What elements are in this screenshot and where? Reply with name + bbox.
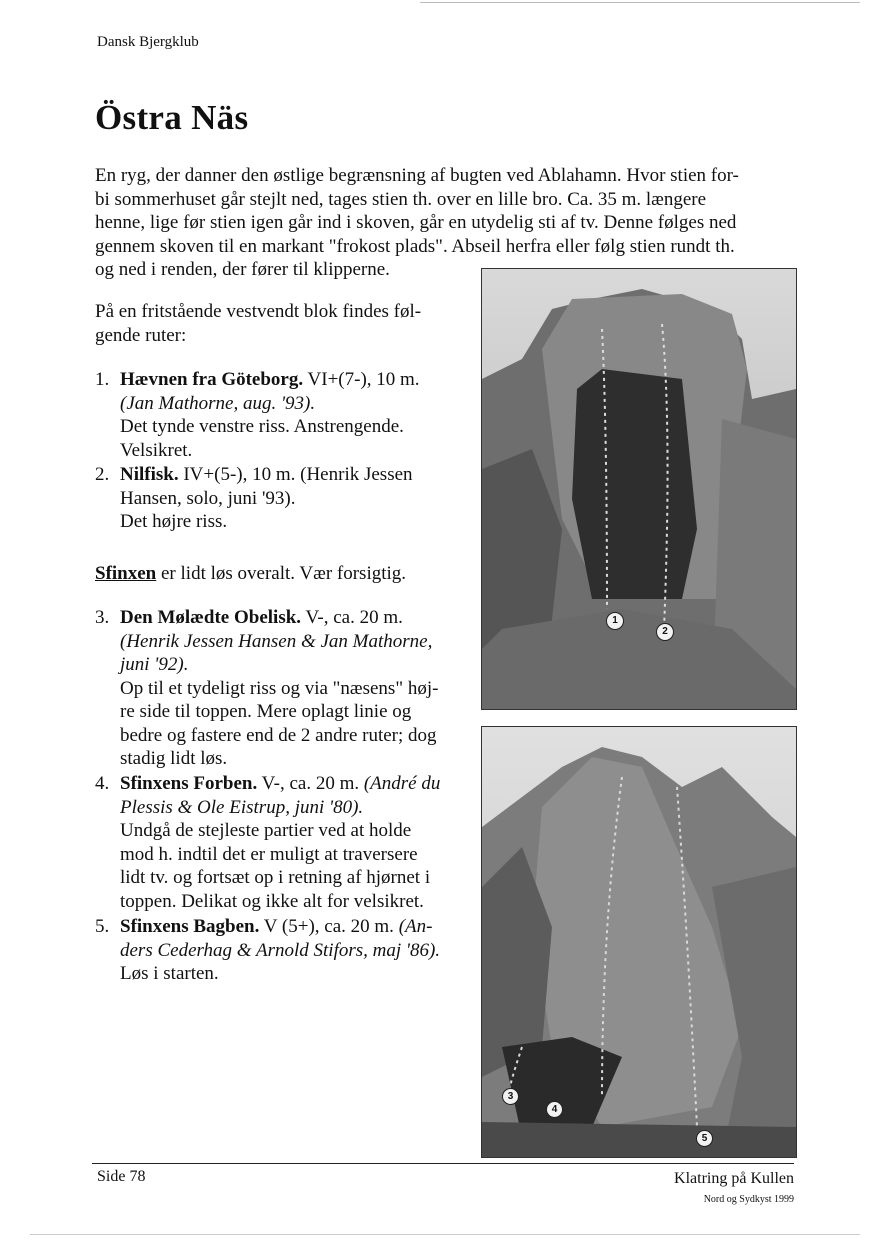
route-desc: re side til toppen. Mere oplagt linie og	[120, 701, 412, 722]
route-credit: Hansen, solo, juni '93).	[120, 487, 296, 509]
route-credit: (Henrik Jessen Hansen & Jan Mathorne,	[120, 630, 433, 652]
route-1	[95, 368, 475, 462]
route-number: 3.	[95, 607, 110, 628]
route-credit: (Jan Mathorne, aug. '93).	[120, 392, 316, 414]
route-grade: V-, ca. 20 m.	[301, 607, 403, 628]
route-desc: stadig lidt løs.	[120, 748, 228, 769]
route-grade: V (5+), ca. 20 m.	[259, 916, 399, 937]
top-scan-line	[420, 2, 860, 3]
route-desc: bedre og fastere end de 2 andre ruter; dog	[120, 724, 437, 746]
route-desc: Velsikret.	[120, 439, 193, 461]
route-grade: VI+(7-), 10 m.	[303, 369, 420, 390]
book-edition: Nord og Sydkyst 1999	[703, 1194, 794, 1205]
sfinx-note	[95, 563, 406, 585]
intro-line: gennem skoven til en markant "frokost plads". Abseil herfra eller følg stien rundt th.	[95, 235, 735, 257]
route-2	[95, 463, 475, 534]
page-number: Side 78	[97, 1168, 146, 1185]
sfinx-name: Sfinxen	[95, 563, 157, 584]
intro-line: En ryg, der danner den østlige begrænsning af bugten ved Ablahamn. Hvor stien for-	[95, 165, 739, 186]
route-marker-4: 4	[546, 1101, 563, 1118]
intro-paragraph	[95, 164, 797, 282]
route-number: 4.	[95, 773, 110, 794]
route-grade: V-, ca. 20 m.	[257, 773, 364, 794]
footer-rule	[92, 1163, 794, 1164]
route-name: Hævnen fra Göteborg.	[120, 369, 304, 390]
route-3	[95, 606, 475, 771]
route-grade: IV+(5-), 10 m. (Henrik Jessen	[178, 464, 413, 485]
rock-block-image	[482, 269, 796, 709]
intro-line: henne, lige før stien igen går ind i skoven, går en utydelig sti af tv. Denne følges ned	[95, 212, 737, 233]
route-desc: Det højre riss.	[120, 511, 228, 532]
sfinx-wall-image	[482, 727, 796, 1157]
route-name: Sfinxens Forben.	[120, 773, 258, 794]
intro-line: bi sommerhuset går stejlt ned, tages stien th. over en lille bro. Ca. 35 m. længere	[95, 188, 707, 210]
route-desc: Op til et tydeligt riss og via "næsens" høj-	[120, 677, 439, 699]
route-desc: lidt tv. og fortsæt op i retning af hjørnet i	[120, 867, 431, 888]
route-credit: (André du	[363, 773, 441, 794]
page-title: Östra Näs	[95, 98, 249, 137]
route-desc: Løs i starten.	[120, 963, 219, 984]
route-number: 5.	[95, 916, 110, 937]
photo-sfinx-wall	[481, 726, 797, 1158]
route-marker-3: 3	[502, 1088, 519, 1105]
route-number: 2.	[95, 464, 110, 485]
route-number: 1.	[95, 369, 110, 390]
route-desc: Det tynde venstre riss. Anstrengende.	[120, 416, 404, 437]
photo-rock-block	[481, 268, 797, 710]
route-credit: Plessis & Ole Eistrup, juni '80).	[120, 796, 364, 818]
route-credit: ders Cederhag & Arnold Stifors, maj '86).	[120, 939, 441, 961]
route-desc: toppen. Delikat og ikke alt for velsikret.	[120, 890, 424, 912]
route-marker-1: 1	[606, 612, 624, 630]
route-name: Sfinxens Bagben.	[120, 916, 260, 937]
intro-line: og ned i renden, der fører til klipperne.	[95, 259, 390, 280]
sfinx-text: er lidt løs overalt. Vær forsigtig.	[156, 563, 407, 584]
bottom-scan-line	[30, 1234, 860, 1235]
book-title: Klatring på Kullen	[674, 1170, 794, 1187]
block-intro-line: gende ruter:	[95, 324, 187, 346]
route-name: Den Mølædte Obelisk.	[120, 607, 302, 628]
route-marker-2: 2	[656, 623, 674, 641]
route-4	[95, 772, 475, 913]
route-5	[95, 915, 475, 986]
route-desc: Undgå de stejleste partier ved at holde	[120, 820, 412, 841]
route-desc: mod h. indtil det er muligt at traversere	[120, 843, 418, 865]
block-intro	[95, 300, 465, 347]
route-name: Nilfisk.	[120, 464, 179, 485]
block-intro-line: På en fritstående vestvendt blok findes føl-	[95, 301, 422, 322]
route-credit: juni '92).	[120, 654, 189, 675]
route-marker-5: 5	[696, 1130, 713, 1147]
page-header: Dansk Bjergklub	[97, 34, 199, 50]
route-credit: (An-	[398, 916, 433, 937]
